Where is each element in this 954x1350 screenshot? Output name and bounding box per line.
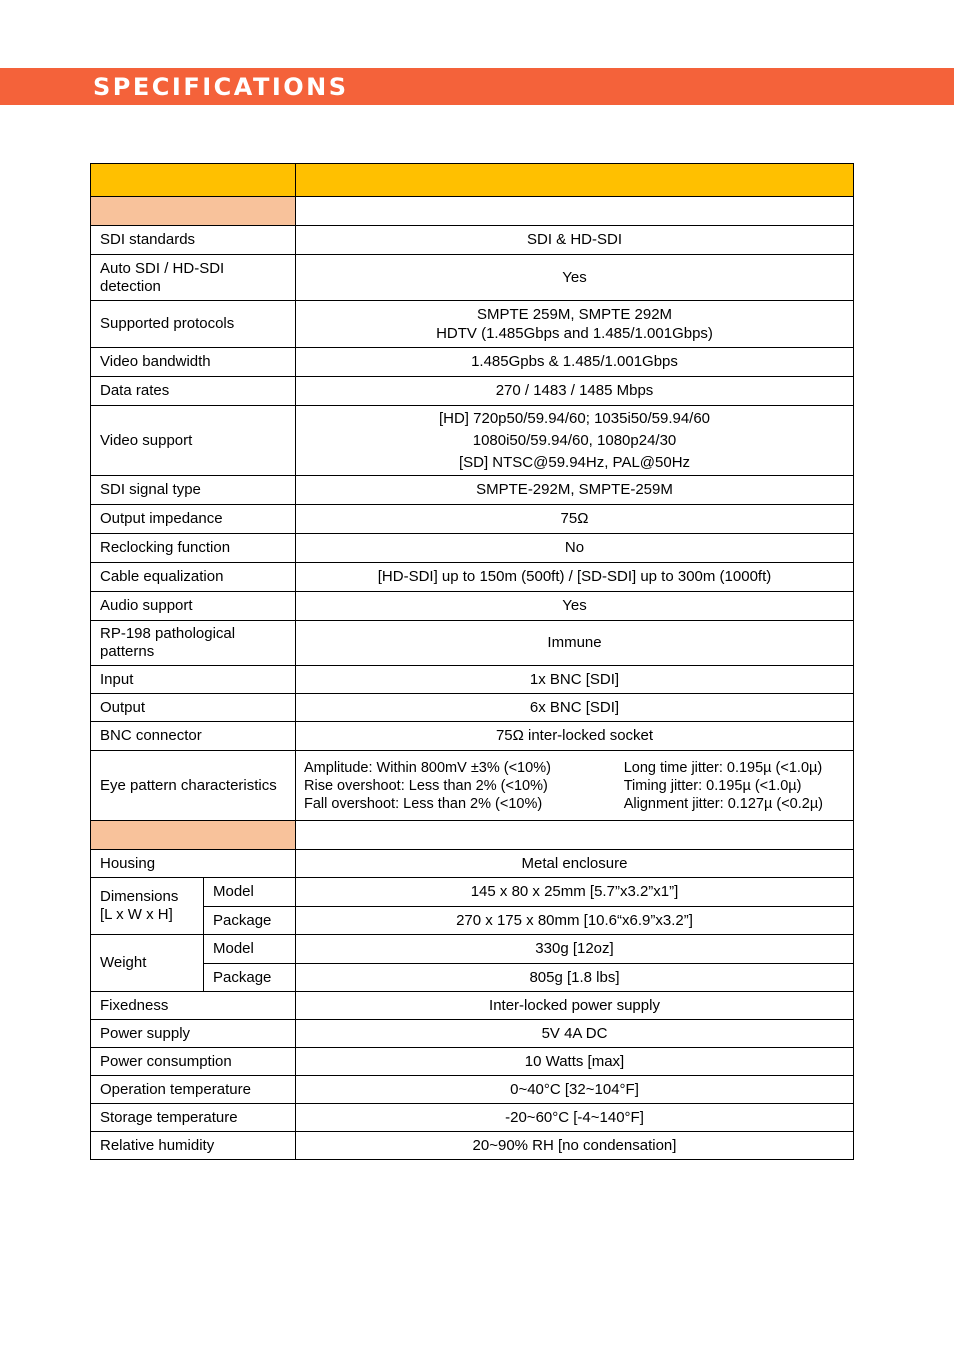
technical-section-value bbox=[296, 197, 854, 226]
row-value: Immune bbox=[296, 621, 854, 666]
table-row bbox=[91, 964, 854, 992]
row-value: 20~90% RH [no condensation] bbox=[296, 1132, 854, 1160]
row-value: SMPTE-292M, SMPTE-259M bbox=[296, 476, 854, 505]
section-banner bbox=[0, 68, 954, 105]
row-label: Cable equalization bbox=[91, 563, 296, 592]
table-row bbox=[91, 1048, 854, 1076]
physical-section-row bbox=[91, 821, 854, 850]
table-row bbox=[91, 1020, 854, 1048]
row-value: 1.485Gpbs & 1.485/1.001Gbps bbox=[296, 348, 854, 377]
row-label: Data rates bbox=[91, 377, 296, 406]
table-row bbox=[91, 301, 854, 348]
row-label: SDI standards bbox=[91, 226, 296, 255]
row-label: RP-198 pathological patterns bbox=[91, 621, 296, 666]
row-value: 5V 4A DC bbox=[296, 1020, 854, 1048]
row-label: SDI signal type bbox=[91, 476, 296, 505]
table-row bbox=[91, 348, 854, 377]
eye-pattern-columns bbox=[304, 759, 823, 813]
eye-pattern-line: Fall overshoot: Less than 2% (<10%) bbox=[304, 795, 543, 812]
technical-section-label bbox=[91, 197, 296, 226]
row-label: Auto SDI / HD-SDI detection bbox=[91, 255, 296, 301]
row-label: Fixedness bbox=[91, 992, 296, 1020]
eye-pattern-line: Rise overshoot: Less than 2% (<10%) bbox=[304, 777, 548, 794]
row-label: Operation temperature bbox=[91, 1076, 296, 1104]
eye-pattern-line: Timing jitter: 0.195µ (<1.0µ) bbox=[623, 777, 802, 794]
value-line: [HD] 720p50/59.94/60; 1035i50/59.94/60 bbox=[438, 409, 711, 427]
row-value bbox=[296, 406, 854, 476]
row-value: 330g [12oz] bbox=[296, 935, 854, 964]
row-value: Metal enclosure bbox=[296, 850, 854, 878]
sub-label-package: Package bbox=[204, 964, 296, 992]
sub-label-package: Package bbox=[204, 907, 296, 935]
row-label: Output impedance bbox=[91, 505, 296, 534]
table-row bbox=[91, 377, 854, 406]
row-label: Video support bbox=[91, 406, 296, 476]
table-row bbox=[91, 907, 854, 935]
table-row bbox=[91, 1104, 854, 1132]
table-row bbox=[91, 850, 854, 878]
row-label: BNC connector bbox=[91, 722, 296, 751]
row-value: Inter-locked power supply bbox=[296, 992, 854, 1020]
row-value: No bbox=[296, 534, 854, 563]
table-row bbox=[91, 992, 854, 1020]
row-label: Reclocking function bbox=[91, 534, 296, 563]
row-label: Supported protocols bbox=[91, 301, 296, 348]
table-row bbox=[91, 935, 854, 964]
table-row bbox=[91, 505, 854, 534]
row-value: 145 x 80 x 25mm [5.7”x3.2”x1”] bbox=[296, 878, 854, 907]
spec-table bbox=[90, 163, 854, 1160]
row-label: Storage temperature bbox=[91, 1104, 296, 1132]
table-row bbox=[91, 592, 854, 621]
weight-label: Weight bbox=[91, 935, 204, 992]
table-row bbox=[91, 226, 854, 255]
row-value: 75Ω bbox=[296, 505, 854, 534]
row-value: 805g [1.8 lbs] bbox=[296, 964, 854, 992]
row-value: 10 Watts [max] bbox=[296, 1048, 854, 1076]
table-row bbox=[91, 722, 854, 751]
value-line: [SD] NTSC@59.94Hz, PAL@50Hz bbox=[458, 453, 691, 471]
physical-section-value bbox=[296, 821, 854, 850]
row-label: Power supply bbox=[91, 1020, 296, 1048]
row-value: 270 / 1483 / 1485 Mbps bbox=[296, 377, 854, 406]
row-value: 6x BNC [SDI] bbox=[296, 694, 854, 722]
row-value: [HD-SDI] up to 150m (500ft) / [SD-SDI] up to 300m (1000ft) bbox=[296, 563, 854, 592]
table-row bbox=[91, 621, 854, 666]
row-value: -20~60°C [-4~140°F] bbox=[296, 1104, 854, 1132]
sub-label-model: Model bbox=[204, 878, 296, 907]
row-value: 270 x 175 x 80mm [10.6“x6.9”x3.2”] bbox=[296, 907, 854, 935]
value-line: HDTV (1.485Gbps and 1.485/1.001Gbps) bbox=[436, 325, 713, 342]
table-header-row bbox=[91, 164, 854, 197]
value-line: 1080i50/59.94/60, 1080p24/30 bbox=[472, 431, 677, 449]
row-label: Video bandwidth bbox=[91, 348, 296, 377]
table-row bbox=[91, 666, 854, 694]
table-row bbox=[91, 255, 854, 301]
row-label: Eye pattern characteristics bbox=[91, 751, 296, 821]
row-value: Yes bbox=[296, 255, 854, 301]
eye-pattern-values bbox=[296, 751, 854, 821]
row-value bbox=[296, 301, 854, 348]
row-label: Power consumption bbox=[91, 1048, 296, 1076]
table-row bbox=[91, 563, 854, 592]
eye-pattern-line: Amplitude: Within 800mV ±3% (<10%) bbox=[304, 759, 551, 776]
eye-pattern-row bbox=[91, 751, 854, 821]
table-row bbox=[91, 878, 854, 907]
table-row bbox=[91, 476, 854, 505]
table-row bbox=[91, 1132, 854, 1160]
row-value: 75Ω inter-locked socket bbox=[296, 722, 854, 751]
eye-pattern-right bbox=[624, 759, 823, 813]
physical-section-label bbox=[91, 821, 296, 850]
row-label: Input bbox=[91, 666, 296, 694]
header-cell-function bbox=[91, 164, 296, 197]
row-label: Housing bbox=[91, 850, 296, 878]
table-row bbox=[91, 406, 854, 476]
sub-label-model: Model bbox=[204, 935, 296, 964]
row-value: 1x BNC [SDI] bbox=[296, 666, 854, 694]
row-value: 0~40°C [32~104°F] bbox=[296, 1076, 854, 1104]
value-line: SMPTE 259M, SMPTE 292M bbox=[476, 306, 673, 323]
technical-section-row bbox=[91, 197, 854, 226]
row-value: Yes bbox=[296, 592, 854, 621]
row-value: SDI & HD-SDI bbox=[296, 226, 854, 255]
dimensions-label: Dimensions [L x W x H] bbox=[91, 878, 204, 935]
table-row bbox=[91, 694, 854, 722]
page-title: SPECIFICATIONS bbox=[93, 73, 349, 101]
header-cell-value bbox=[296, 164, 854, 197]
eye-pattern-line: Alignment jitter: 0.127µ (<0.2µ) bbox=[623, 795, 823, 812]
eye-pattern-left bbox=[304, 759, 551, 813]
row-label: Relative humidity bbox=[91, 1132, 296, 1160]
table-row bbox=[91, 1076, 854, 1104]
row-label: Audio support bbox=[91, 592, 296, 621]
table-row bbox=[91, 534, 854, 563]
eye-pattern-line: Long time jitter: 0.195µ (<1.0µ) bbox=[623, 759, 823, 776]
row-label: Output bbox=[91, 694, 296, 722]
